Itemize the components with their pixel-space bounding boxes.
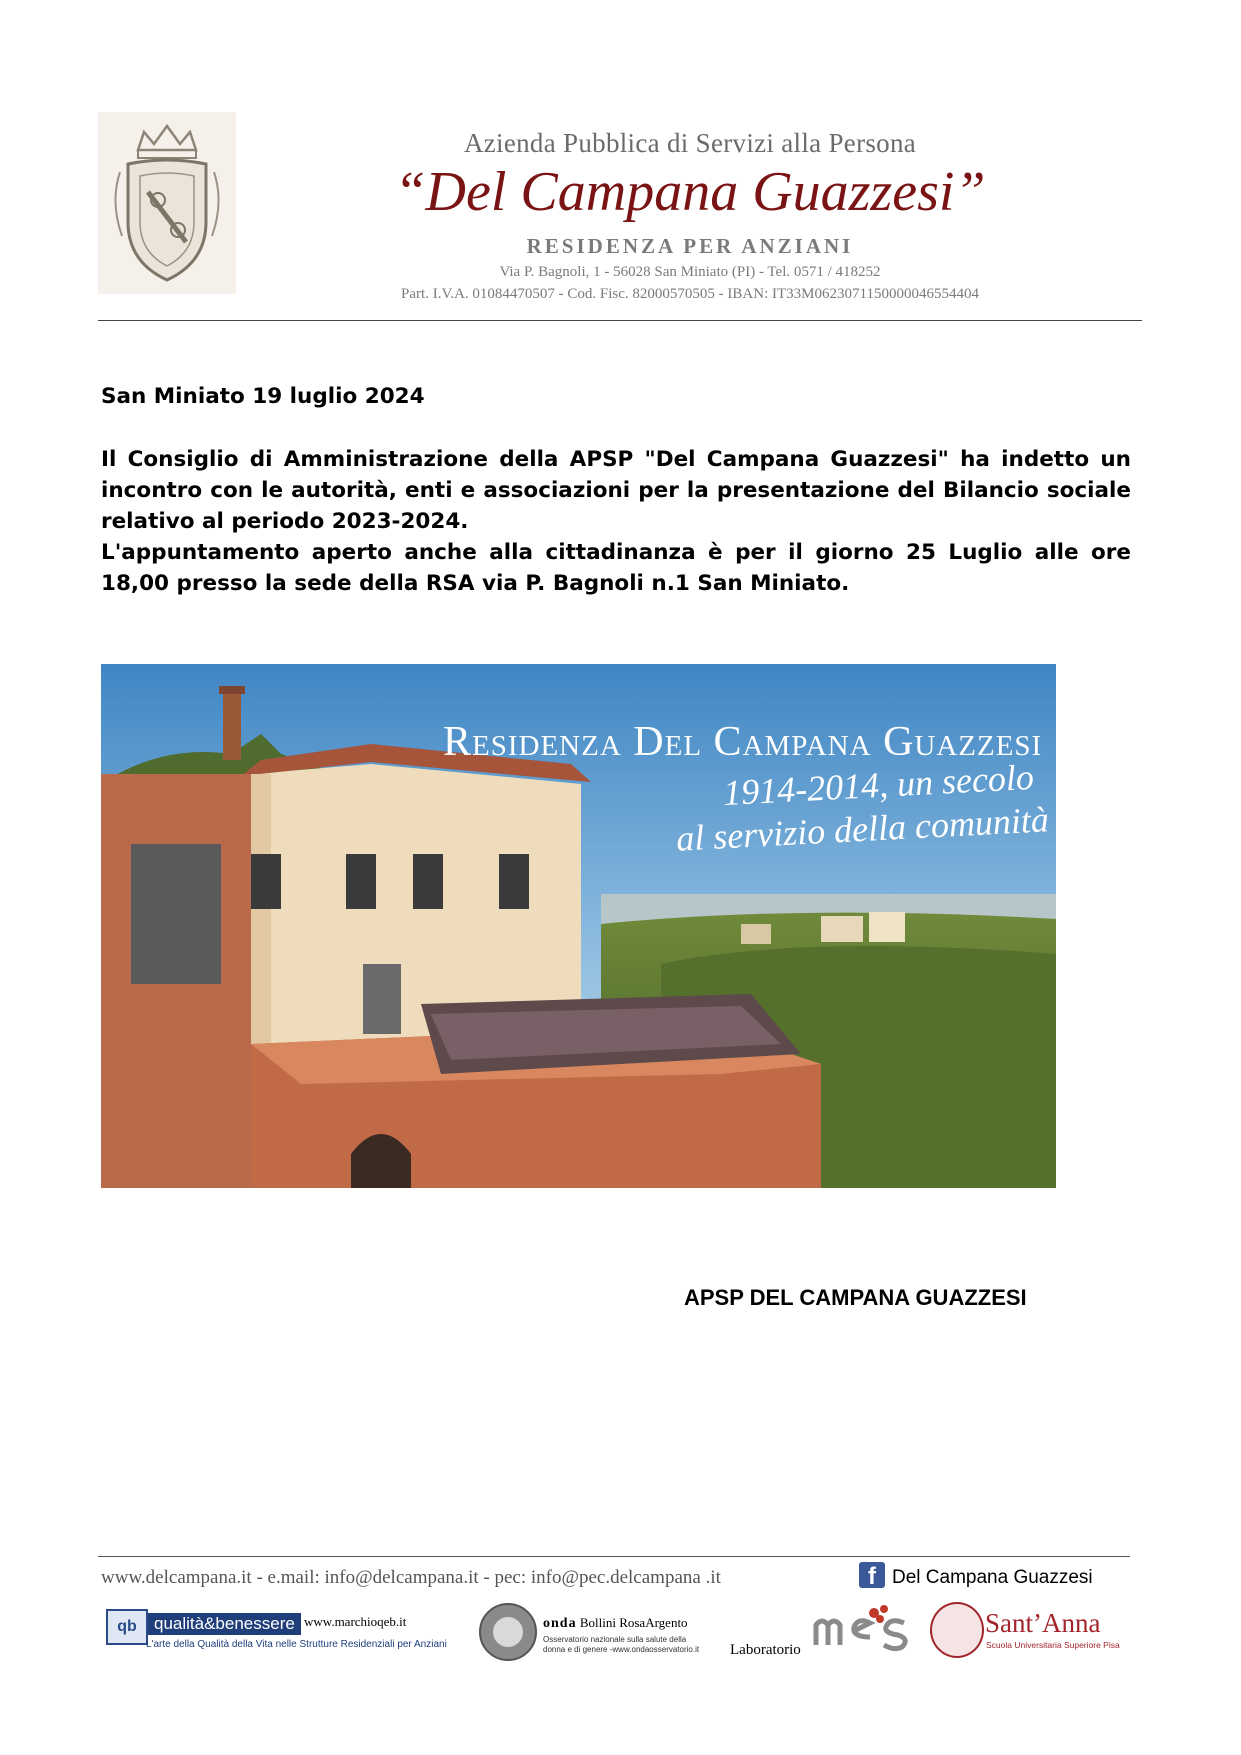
residence-photo — [101, 664, 1056, 1188]
qualita-benessere-logo — [106, 1605, 447, 1655]
laboratorio-label: Laboratorio — [730, 1642, 801, 1658]
mes-logo — [812, 1603, 922, 1653]
onda-brand: onda — [543, 1616, 577, 1631]
onda-logo — [479, 1603, 537, 1661]
footer-contacts[interactable]: www.delcampana.it - e.mail: info@delcampana.it - pec: info@pec.delcampana .it — [101, 1567, 721, 1588]
footer-divider — [98, 1556, 1130, 1557]
santanna-name: Sant’Anna — [985, 1608, 1101, 1638]
letter-paragraph: L'appuntamento aperto anche alla cittadinanza è per il giorno 25 Luglio alle ore 18,00 presso la sede della RSA via P. Bagnoli n.1 San Miniato. — [101, 540, 1131, 596]
header-title: “Del Campana Guazzesi” — [394, 161, 986, 223]
letter-date: San Miniato 19 luglio 2024 — [101, 384, 425, 409]
photo-tagline: al servizio della comunità — [675, 799, 1050, 859]
header-fiscal-info: Part. I.V.A. 01084470507 - Cod. Fisc. 82000570505 - IBAN: IT33M0623071150000046554404 — [401, 286, 979, 302]
qb-box-icon: qb — [106, 1609, 148, 1645]
qb-url[interactable]: www.marchioqeb.it — [304, 1614, 407, 1629]
header-address: Via P. Bagnoli, 1 - 56028 San Miniato (PI) - Tel. 0571 / 418252 — [499, 264, 881, 280]
header-subtitle: RESIDENZA PER ANZIANI — [526, 234, 854, 258]
onda-seal-icon — [493, 1617, 523, 1647]
header-divider — [98, 320, 1142, 321]
onda-program: Bollini RosaArgento — [579, 1615, 688, 1630]
facebook-icon[interactable]: f — [859, 1562, 885, 1588]
santanna-seal-icon — [930, 1602, 984, 1658]
photo-tagline: 1914-2014, un secolo — [722, 756, 1035, 814]
qb-tagline: L'arte della Qualità della Vita nelle Strutture Residenziali per Anziani — [146, 1639, 447, 1650]
letter-paragraph: Il Consiglio di Amministrazione della APSP "Del Campana Guazzesi" ha indetto un incontro con le autorità, enti e associazioni per la presentazione del Bilancio sociale relativo al periodo 2023-2024. — [101, 447, 1131, 534]
signature: APSP DEL CAMPANA GUAZZESI — [684, 1285, 1027, 1310]
onda-name — [543, 1615, 688, 1632]
letter-body — [101, 444, 1131, 599]
photo-title: Residenza Del Campana Guazzesi — [443, 719, 1043, 765]
santanna-subtitle: Scuola Universitaria Superiore Pisa — [986, 1640, 1120, 1650]
facebook-link[interactable]: Del Campana Guazzesi — [892, 1567, 1093, 1588]
qb-name: qualità&benessere — [148, 1613, 301, 1635]
onda-description: Osservatorio nazionale sulla salute della donna e di genere -www.ondaosservatorio.it — [543, 1635, 700, 1654]
coat-of-arms-logo — [98, 112, 236, 294]
header-organization-type: Azienda Pubblica di Servizi alla Persona — [463, 128, 917, 158]
